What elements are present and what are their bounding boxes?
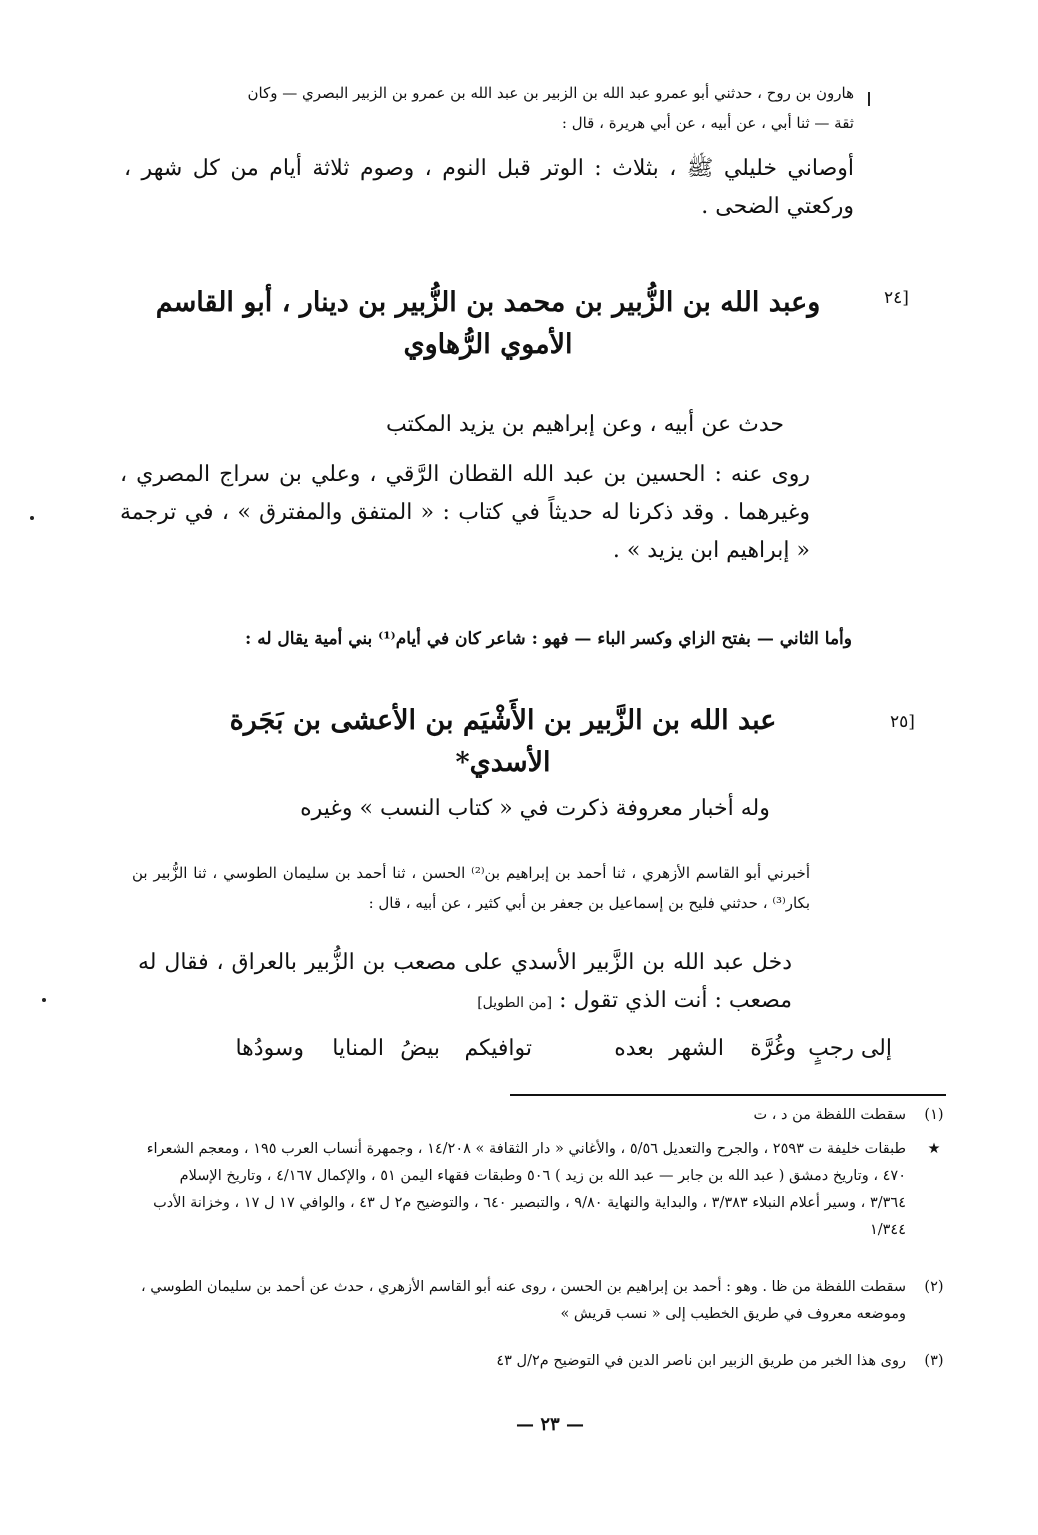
entry-25-isnad: أخبرني أبو القاسم الأزهري ، ثنا أحمد بن إبراهيم بن⁽²⁾ الحسن ، ثنا أحمد بن سليمان الطوسي ، ثنا الزُّبير بن بكار⁽³⁾ ، حدثني فليح بن إسماعيل بن جعفر بن أبي كثير ، عن أبيه ، قال :: [132, 864, 810, 912]
entry-number-24: [٢٤: [884, 288, 909, 308]
footnote-text: سقطت اللفظة من ظا . وهو : أحمد بن إبراهيم بن الحسن ، روى عنه أبو القاسم الأزهري ، حدث عن أحمد بن سليمان الطوسي ، وموضعه معروف في طريق الخطيب إلى « نسب قريش »: [140, 1279, 906, 1322]
footnote-text: طبقات خليفة ت ٢٥٩٣ ، والجرح والتعديل ٥/٥٦ ، والأغاني « دار الثقافة » ١٤/٢٠٨ ، وجمهرة أنساب العرب ١٩٥ ، ومعجم الشعراء ٤٧٠ ، وتاريخ دمشق ( عبد الله بن جابر — عبد الله بن زيد ) ٥٠٦ وطبقات فقهاء اليمن ٥١ ، والإكمال ٤/١٦٧ ، وتاريخ الإسلام ٣/٣٦٤ ، وسير أعلام النبلاء ٣/٣٨٣ ، والبداية والنهاية ٩/٨٠ ، والتبصير ٦٤٠ ، والتوضيح م٢ ل ٤٣ ، والوافي ١٧ ل ١٧ ، وخزانة الأدب ١/٣٤٤: [146, 1141, 906, 1238]
footnote-star: [140, 1136, 952, 1244]
isnad-chain-top: [124, 78, 854, 138]
verse-word: المنايا: [332, 1036, 384, 1061]
footnote-mark: (١): [924, 1107, 944, 1123]
verse-word: بعده: [614, 1036, 654, 1061]
scan-speck: [42, 998, 46, 1002]
entry-25-story: [138, 944, 792, 1022]
footnote-mark: (٢): [924, 1279, 944, 1295]
verse-word: رجبٍ: [808, 1036, 854, 1061]
meter-tag: [من الطويل]: [477, 995, 553, 1011]
footnote-mark: ★: [927, 1141, 941, 1157]
verse-word: إلى: [860, 1036, 892, 1061]
verse-word: بيضُ: [400, 1036, 440, 1061]
scan-speck: [868, 92, 870, 106]
hadith-text: أوصاني خليلي ﷺ ، بثلاث : الوتر قبل النوم ، وصوم ثلاثة أيام من كل شهر ، وركعتي الضحى .: [124, 156, 854, 219]
entry-25-note: وله أخبار معروفة ذكرت في « كتاب النسب » وغيره: [300, 796, 770, 821]
entry-24-narrated-by: روى عنه : الحسين بن عبد الله القطان الرَّقي ، وعلي بن سراج المصري ، وغيرهما . وقد ذكرنا له حديثاً في كتاب : « المتفق والمفترق » ، في ترجمة « إبراهيم ابن يزيد » .: [120, 462, 810, 563]
entry-25-heading: عبد الله بن الزَّبير بن الأَشْيَم بن الأعشى بن بَجَرة الأسدي*: [229, 705, 777, 778]
entry-24-narrated-from: حدث عن أبيه ، وعن إبراهيم بن يزيد المكتب: [385, 412, 784, 437]
footnote-text: سقطت اللفظة من د ، ت: [753, 1107, 906, 1123]
footnote-3: [140, 1348, 952, 1375]
footnote-separator: [510, 1094, 946, 1096]
footnote-1: [140, 1102, 952, 1129]
footnote-2: [140, 1274, 952, 1328]
footnote-text: روى هذا الخبر من طريق الزبير ابن ناصر الدين في التوضيح م٢/ل ٤٣: [496, 1353, 906, 1369]
entry-number-25: [٢٥: [890, 712, 915, 732]
entry-24-heading: وعبد الله بن الزُّبير بن محمد بن الزُّبير بن دينار ، أبو القاسم الأموي الرُّهاوي: [155, 287, 821, 360]
scan-speck: [30, 516, 34, 520]
verse-word: توافيكم: [464, 1036, 532, 1061]
verse-word: الشهر: [669, 1036, 724, 1061]
verse-word: وسودُها: [235, 1036, 304, 1061]
verse-word: وغُرَّة: [750, 1036, 796, 1061]
isnad-line-2: ثقة — ثنا أبي ، عن أبيه ، عن أبي هريرة ، قال :: [561, 114, 854, 132]
entry-25-story-text: دخل عبد الله بن الزَّبير الأسدي على مصعب بن الزُّبير بالعراق ، فقال له مصعب : أنت الذي تقول :: [138, 950, 792, 1013]
second-form-intro: وأما الثاني — بفتح الزاي وكسر الباء — فهو : شاعر كان في أيام⁽¹⁾ بني أمية يقال له :: [245, 629, 852, 649]
footnote-mark: (٣): [924, 1353, 944, 1369]
isnad-line-1: هارون بن روح ، حدثني أبو عمرو عبد الله بن الزبير بن عبد الله بن عمرو بن الزبير البصري — وكان: [247, 84, 854, 102]
poem-verse: [232, 1030, 892, 1076]
page-number: — ٢٣ —: [516, 1414, 584, 1435]
